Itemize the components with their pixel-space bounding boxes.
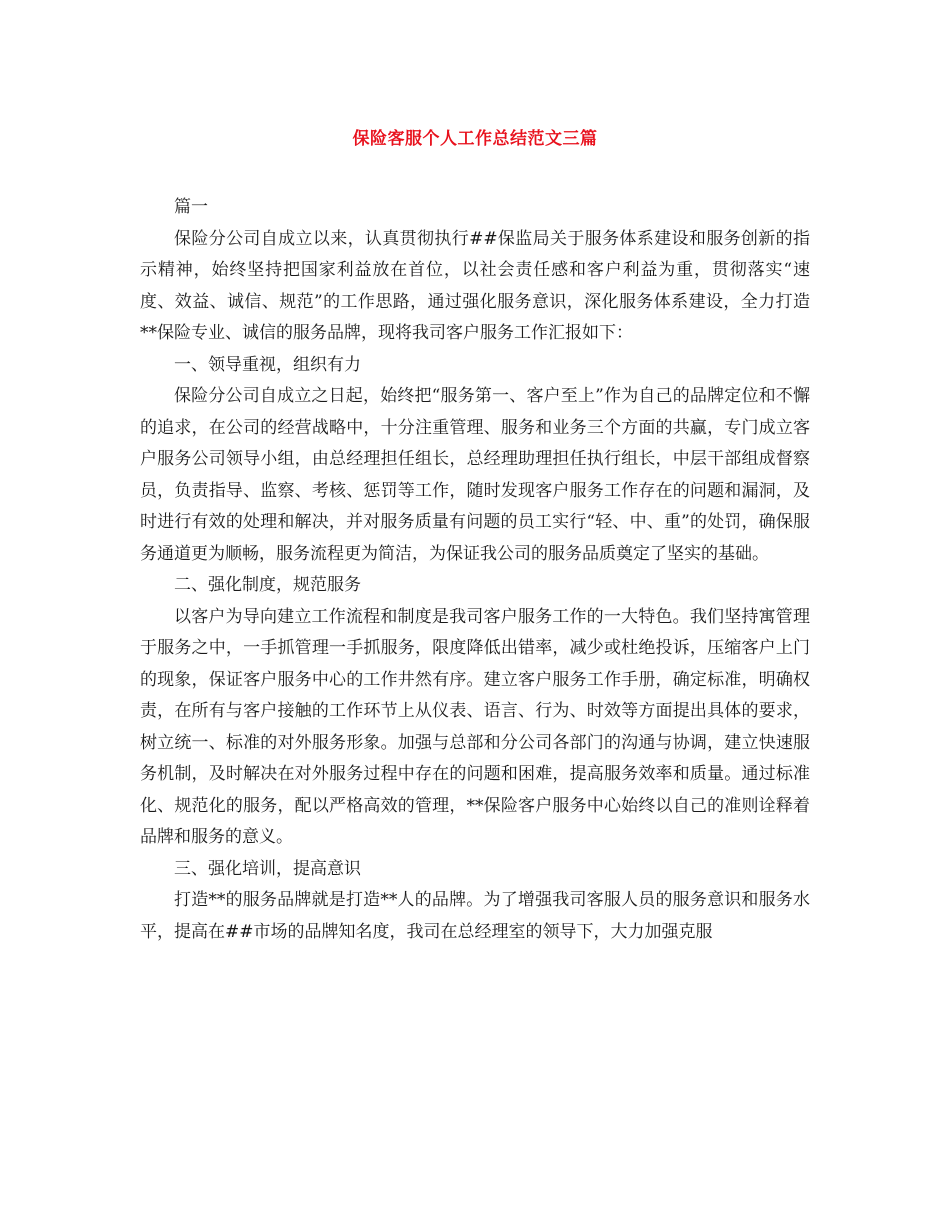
paragraph-3: 打造**的服务品牌就是打造**人的品牌。为了增强我司客服人员的服务意识和服务水平，提高在##市场的品牌知名度，我司在总经理室的领导下，大力加强克服	[140, 890, 810, 942]
document-body	[140, 192, 810, 948]
paragraph-2: 以客户为导向建立工作流程和制度是我司客户服务工作的一大特色。我们坚持寓管理于服务之中，一手抓管理一手抓服务，限度降低出错率，减少或杜绝投诉，压缩客户上门的现象，保证客户服务中心的工作井然有序。建立客户服务工作手册，确定标准，明确权责，在所有与客户接触的工作环节上从仪表、语言、行为、时效等方面提出具体的要求，树立统一、标准的对外服务形象。加强与总部和分公司各部门的沟通与协调，建立快速服务机制，及时解决在对外服务过程中存在的问题和困难，提高服务效率和质量。通过标准化、规范化的服务，配以严格高效的管理，**保险客户服务中心始终以自己的准则诠释着品牌和服务的意义。	[140, 606, 810, 847]
section-label: 篇一	[174, 197, 208, 217]
paragraph-intro: 保险分公司自成立以来，认真贯彻执行##保监局关于服务体系建设和服务创新的指示精神，始终坚持把国家利益放在首位，以社会责任感和客户利益为重，贯彻落实“速度、效益、诚信、规范”的工作思路，通过强化服务意识，深化服务体系建设，全力打造**保险专业、诚信的服务品牌，现将我司客户服务工作汇报如下：	[140, 228, 810, 343]
document-title: 保险客服个人工作总结范文三篇	[352, 129, 598, 149]
heading-2: 二、强化制度，规范服务	[174, 575, 361, 595]
heading-3: 三、强化培训，提高意识	[174, 858, 361, 879]
heading-1: 一、领导重视，组织有力	[174, 354, 361, 375]
paragraph-1: 保险分公司自成立之日起，始终把“服务第一、客户至上”作为自己的品牌定位和不懈的追求，在公司的经营战略中，十分注重管理、服务和业务三个方面的共赢，专门成立客户服务公司领导小组，由总经理担任组长，总经理助理担任执行组长，中层干部组成督察员，负责指导、监察、考核、惩罚等工作，随时发现客户服务工作存在的问题和漏洞，及时进行有效的处理和解决，并对服务质量有问题的员工实行“轻、中、重”的处罚，确保服务通道更为顺畅，服务流程更为简洁，为保证我公司的服务品质奠定了坚实的基础。	[140, 386, 810, 564]
